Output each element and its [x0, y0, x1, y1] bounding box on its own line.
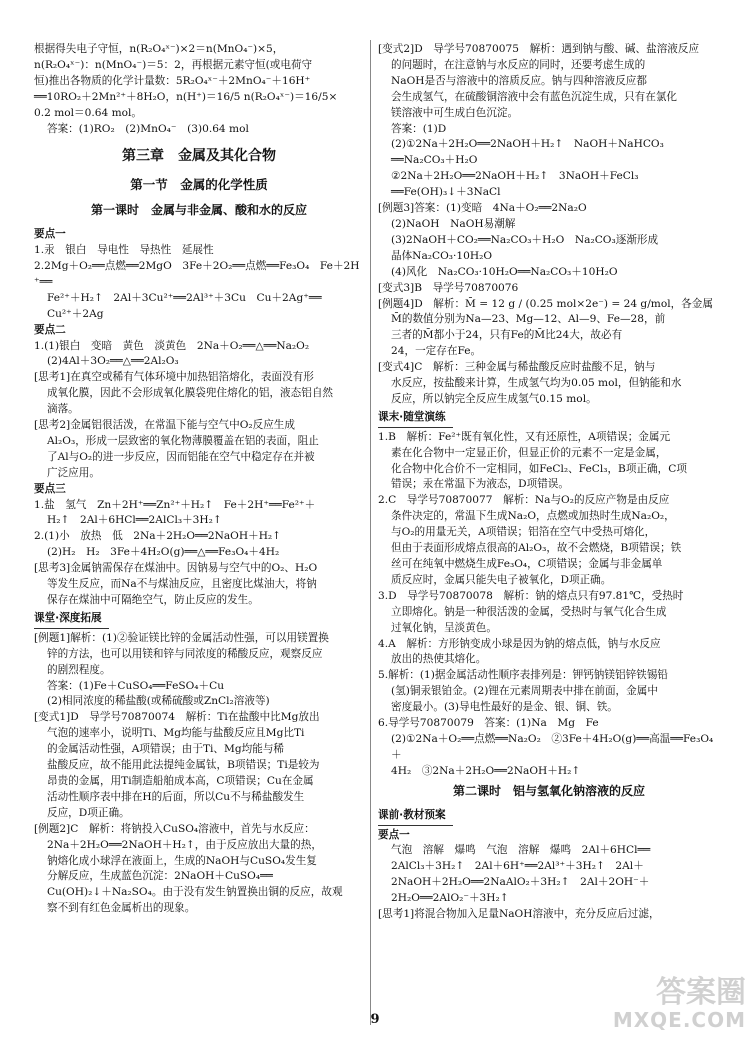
chapter-title: 第三章 金属及其化合物	[122, 148, 276, 165]
site-watermark	[596, 977, 746, 1037]
text-line: 根据得失电子守恒，n(R₂O₄ˣ⁻)×2＝n(MnO₄⁻)×5，	[34, 43, 284, 55]
text-line: (2)4Al＋3O₂══△══2Al₂O₃	[47, 355, 179, 368]
text-line: 等发生反应，而Na不与煤油反应，且密度比煤油大，将钠	[47, 578, 317, 591]
text-line: [变式4]C 解析：三种金属与稀盐酸反应时盐酸不足，钠与	[378, 361, 656, 374]
column-divider	[370, 40, 371, 1025]
text-line: 水反应，按盐酸来计算，生成氢气均为0.05 mol，但钠能和水	[391, 377, 682, 390]
text-line: (2)H₂ H₂ 3Fe＋4H₂O(g)══△══Fe₃O₄＋4H₂	[47, 546, 280, 559]
text-line: [思考3]金属钠需保存在煤油中。因钠易与空气中的O₂、H₂O	[34, 562, 318, 575]
text-line: 4H₂ ③2Na＋2H₂O══2NaOH＋H₂↑	[391, 764, 581, 777]
text-line: 答案：(1)Fe＋CuSO₄══FeSO₄＋Cu	[47, 679, 225, 692]
text-line: [例题2]C 解析：将钠投入CuSO₄溶液中，首先与水反应：	[34, 822, 315, 835]
text-line: 4.A 解析：方形钠变成小球是因为钠的熔点低，钠与水反应	[378, 637, 661, 650]
text-line: 活动性顺序表中排在H的后面，所以Cu不与稀盐酸发生	[47, 790, 305, 803]
text-line: [变式1]D 导学号70870074 解析：Ti在盐酸中比Mg放出	[34, 711, 320, 724]
text-line: 2Na＋2H₂O══2NaOH＋H₂↑，由于反应放出大量的热，	[47, 838, 322, 851]
text-line: 过氧化钠，呈淡黄色。	[391, 621, 497, 634]
text-line: [思考1]在真空或稀有气体环境中加热铝箔熔化，表面没有形	[34, 371, 314, 384]
text-line: 锌的方法，也可以用镁和锌与同浓度的稀酸反应，观察反应	[47, 647, 323, 660]
text-line: 的金属活动性强，A项错误；由于Ti、Mg均能与稀	[47, 743, 285, 756]
text-line: ══Na₂CO₃＋H₂O	[391, 154, 478, 167]
text-line: ②2Na＋2H₂O══2NaOH＋H₂↑ 3NaOH＋FeCl₃	[391, 170, 639, 183]
text-line: 5.解析：(1)据金属活动性顺序表排列是：钾钙钠镁铝锌铁锡铅	[378, 669, 668, 682]
watermark-url: MXQE.COM	[612, 1008, 746, 1032]
text-line: 6.导学号70870079 答案：(1)Na Mg Fe	[378, 717, 599, 730]
text-line: 反应，D项正确。	[47, 806, 130, 819]
text-line: 反应，所以钠完全反应生成氢气0.15 mol。	[391, 392, 597, 405]
text-line: NaOH是否与溶液中的溶质反应。钠与四种溶液反应都	[391, 74, 647, 87]
text-line: 3.D 导学号70870078 解析：钠的熔点只有97.81℃，受热时	[378, 589, 684, 602]
text-line: 保存在煤油中可隔绝空气，防止反应的发生。	[47, 594, 259, 606]
text-line: 1.盐 氢气 Zn＋2H⁺══Zn²⁺＋H₂↑ Fe＋2H⁺══Fe²⁺＋	[34, 498, 316, 511]
text-line: [思考2]金属铝很活泼，在常温下能与空气中O₂反应生成	[34, 419, 295, 432]
text-line: Cu(OH)₂↓＋Na₂SO₄。由于没有发生钠置换出铜的反应，故观	[47, 886, 343, 899]
key-point-heading: 要点二	[34, 323, 66, 336]
text-line: ══10RO₂＋2Mn²⁺＋8H₂O，n(H⁺)＝16/5 n(R₂O₄ˣ⁻)＝16/5×	[34, 90, 338, 103]
text-line: 2.C 导学号70870077 解析：Na与O₂的反应产物是由反应	[378, 494, 670, 507]
text-line: (4)风化 Na₂CO₃·10H₂O══Na₂CO₃＋10H₂O	[391, 265, 618, 278]
text-line: 2H₂O══2AlO₂⁻＋3H₂↑	[391, 892, 509, 905]
text-line: 0.2 mol＝0.64 mol。	[34, 106, 142, 119]
text-line: 2AlCl₃＋3H₂↑ 2Al＋6H⁺══2Al³⁺＋3H₂↑ 2Al＋	[391, 860, 644, 873]
key-point-heading: 要点一	[378, 828, 410, 841]
section-title: 第一节 金属的化学性质	[130, 177, 268, 193]
text-line: 钠熔化成小球浮在液面上，生成的NaOH与CuSO₄发生复	[47, 854, 317, 867]
text-line: 2.(1)小 放热 低 2Na＋2H₂O══2NaOH＋H₂↑	[34, 530, 282, 543]
text-line: 恒)推出各物质的化学计量数：5R₂O₄ˣ⁻＋2MnO₄⁻＋16H⁺	[34, 74, 311, 87]
text-line: 三者的M̄都小于24，只有Fe的M̄比24大，故必有	[391, 329, 623, 342]
text-line: [例题4]D 解析：M̄ = 12 g / (0.25 mol×2e⁻) = 24 g/mol，各金属	[378, 297, 713, 310]
text-line: 成氧化膜，因此不会形成氧化膜袋兜住熔化的铝，液态铝自然	[47, 387, 334, 400]
text-line: 2.2Mg＋O₂══点燃══2MgO 3Fe＋2O₂══点燃══Fe₃O₄ Fe＋2H⁺══	[34, 259, 360, 288]
text-line: (3)2NaOH＋CO₂══Na₂CO₃＋H₂O Na₂CO₃逐渐形成	[391, 233, 659, 246]
text-line: 察不到有红色金属析出的现象。	[47, 902, 196, 915]
text-line: 1.汞 银白 导电性 导热性 延展性	[34, 244, 214, 257]
text-line: [例题1]解析：(1)②验证镁比锌的金属活动性强，可以用镁置换	[34, 631, 329, 644]
section-banner: 课末·随堂演练	[378, 410, 453, 428]
text-line: 质反应时，金属只能失电子被氧化，D项正确。	[391, 573, 612, 586]
text-line: n(R₂O₄ˣ⁻)：n(MnO₄⁻)＝5：2，再根据元素守恒(或电荷守	[34, 58, 313, 71]
text-line: 24，一定存在Fe。	[391, 345, 482, 358]
key-point-heading: 要点一	[34, 228, 66, 241]
text-line: 晶体Na₂CO₃·10H₂O	[391, 249, 493, 262]
text-line: (2)NaOH NaOH易潮解	[391, 217, 516, 230]
text-line: 镁溶液中可生成白色沉淀。	[391, 106, 519, 119]
text-line: 的问题时，在注意钠与水反应的同时，还要考虑生成的	[391, 58, 646, 71]
text-line: 错误；汞在常温下为液态，D项错误。	[391, 478, 569, 491]
text-line: H₂↑ 2Al＋6HCl══2AlCl₃＋3H₂↑	[47, 514, 222, 527]
text-line: 1.B 解析：Fe²⁺既有氧化性，又有还原性，A项错误；金属元	[378, 430, 671, 443]
watermark-logo-text: 答案圈	[656, 975, 746, 1010]
text-line: (氢)铜汞银铂金。(2)锂在元素周期表中排在前面，金属中	[391, 685, 658, 698]
text-line: 条件决定的，常温下生成Na₂O，点燃或加热时生成Na₂O₂，	[391, 510, 675, 523]
text-line: [变式3]B 导学号70870076	[378, 281, 519, 294]
text-line: 分解反应，生成蓝色沉淀：2NaOH＋CuSO₄══	[47, 870, 273, 883]
text-line: 盐酸反应，故不能用此法提纯金属钛，B项错误；Ti是较为	[47, 759, 320, 772]
text-line: Fe²⁺＋H₂↑ 2Al＋3Cu²⁺══2Al³⁺＋3Cu Cu＋2Ag⁺══	[47, 291, 322, 304]
text-line: 会生成氢气，在硫酸铜溶液中会有蓝色沉淀生成，只有在氯化	[391, 90, 678, 103]
text-line: 丝可在纯氧中燃烧生成Fe₃O₄，C项错误；金属与非金属单	[391, 558, 663, 570]
section-banner: 课前·教材预案	[378, 808, 453, 826]
text-line: [例题3]答案：(1)变暗 4Na＋O₂══2Na₂O	[378, 202, 587, 215]
text-line: 但由于表面形成熔点很高的Al₂O₃，故不会燃烧，B项错误；铁	[391, 542, 682, 555]
page-number: 9	[370, 1012, 380, 1027]
key-point-heading: 要点三	[34, 482, 66, 495]
text-line: (2)①2Na＋2H₂O══2NaOH＋H₂↑ NaOH＋NaHCO₃	[391, 138, 664, 151]
text-line: 气泡的速率小，说明Ti、Mg均能与盐酸反应且Mg比Ti	[47, 727, 305, 740]
text-line: 2NaOH＋2H₂O══2NaAlO₂＋3H₂↑ 2Al＋2OH⁻＋	[391, 876, 650, 889]
text-line: 密度最小。(3)导电性最好的是金、银、铜、铁。	[391, 701, 618, 714]
right-column	[378, 42, 720, 923]
text-line: (2)①2Na＋O₂══点燃══Na₂O₂ ②3Fe＋4H₂O(g)══高温══Fe₃O₄＋	[391, 732, 714, 761]
text-line: 化合物中化合价不一定相同，如FeCl₂、FeCl₃，B项正确，C项	[391, 462, 687, 475]
text-line: 了Al与O₂的进一步反应，因而铝能在空气中稳定存在并被	[47, 450, 315, 463]
text-line: Cu²⁺＋2Ag	[47, 307, 104, 320]
text-line: 素在化合物中一定显正价，但显正价的元素不一定是金属，	[391, 446, 667, 459]
text-line: Al₂O₃，形成一层致密的氧化物薄膜覆盖在铝的表面，阻止	[47, 434, 319, 447]
text-line: 放出的热使其熔化。	[391, 653, 487, 666]
text-line: 昂贵的金属，用Ti制造船舶成本高，C项错误；Cu在金属	[47, 774, 314, 787]
text-line: [思考1]将混合物加入足量NaOH溶液中，充分反应后过滤，	[378, 908, 660, 921]
text-line: 气泡 溶解 爆鸣 气泡 溶解 爆鸣 2Al＋6HCl══	[391, 844, 651, 857]
text-line: 立即熔化。钠是一种很活泼的金属，受热时与氧气化合生成	[391, 605, 667, 618]
lesson-title: 第二课时 铝与氢氧化钠溶液的反应	[452, 783, 645, 798]
text-line: 答案：(1)D	[391, 122, 447, 135]
text-line: [变式2]D 导学号70870075 解析：遇到钠与酸、碱、盐溶液反应	[378, 43, 700, 55]
text-line: 答案：(1)RO₂ (2)MnO₄⁻ (3)0.64 mol	[47, 122, 249, 135]
left-column	[34, 42, 364, 917]
text-line: 滴落。	[47, 403, 79, 416]
text-line: (2)相同浓度的稀盐酸(或稀硫酸或ZnCl₂溶液等)	[47, 695, 270, 708]
text-line: M̄的数值分别为Na—23、Mg—12、Al—9、Fe—28，前	[391, 313, 666, 326]
section-banner: 课堂·深度拓展	[34, 611, 109, 629]
text-line: 的剧烈程度。	[47, 663, 111, 676]
lesson-title: 第一课时 金属与非金属、酸和水的反应	[90, 203, 307, 218]
text-line: ══Fe(OH)₃↓＋3NaCl	[391, 186, 501, 199]
text-line: 1.(1)银白 变暗 黄色 淡黄色 2Na＋O₂══△══Na₂O₂	[34, 339, 310, 352]
text-line: 广泛应用。	[47, 466, 100, 479]
text-line: 与O₂的用量无关，A项错误；铝箔在空气中受热可熔化，	[391, 526, 656, 539]
